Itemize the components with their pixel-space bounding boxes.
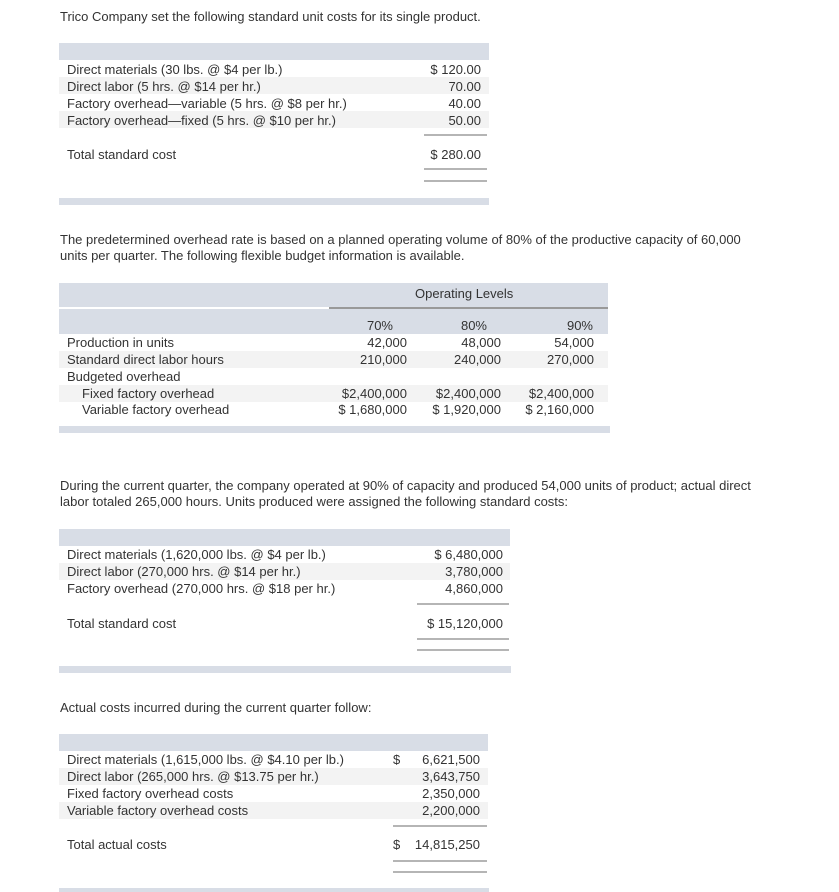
total-amount: 14,815,250	[414, 837, 480, 852]
table-footer-bar	[59, 426, 610, 433]
table-cell: 54,000	[554, 335, 594, 350]
table-row-amount: 3,643,750	[422, 769, 480, 784]
table-row-label: Factory overhead—variable (5 hrs. @ $8 per hr.)	[67, 96, 347, 111]
table-row-label: Direct labor (265,000 hrs. @ $13.75 per hr.)	[67, 769, 319, 784]
table-row-amount: 2,350,000	[422, 786, 480, 801]
table-footer-bar	[59, 888, 489, 892]
table-cell: $2,400,000	[341, 386, 407, 401]
double-rule-bottom	[417, 649, 509, 651]
total-amount: $ 15,120,000	[427, 616, 503, 631]
table-row-amount: 4,860,000	[445, 581, 503, 596]
table-row-amount: $ 6,480,000	[434, 547, 503, 562]
table-cell: 42,000	[367, 335, 407, 350]
table-cell: $ 1,920,000	[432, 402, 501, 417]
table-cell: 270,000	[547, 352, 594, 367]
table-row-amount: 70.00	[448, 79, 481, 94]
level-70: 70%	[366, 318, 393, 333]
table-row-label: Fixed factory overhead costs	[67, 786, 234, 801]
table-row-label: Variable factory overhead	[82, 402, 230, 417]
table-row-label: Production in units	[67, 335, 174, 350]
subtotal-rule	[424, 134, 487, 136]
double-rule-top	[393, 860, 487, 862]
table-cell: 210,000	[360, 352, 407, 367]
level-90: 90%	[566, 318, 593, 333]
table-row-label: Fixed factory overhead	[82, 386, 215, 401]
table-cell: $ 1,680,000	[338, 402, 407, 417]
table-row-amount: 2,200,000	[422, 803, 480, 818]
table-row-label: Variable factory overhead costs	[67, 803, 249, 818]
total-label: Total actual costs	[67, 837, 167, 852]
total-label: Total standard cost	[67, 616, 177, 631]
table-header-bar	[59, 283, 608, 307]
currency-symbol: $	[393, 837, 401, 852]
double-rule-top	[417, 638, 509, 640]
double-rule-top	[424, 168, 487, 170]
table-row-amount: 3,780,000	[445, 564, 503, 579]
table-row-amount: 6,621,500	[422, 752, 480, 767]
table-row-amount: 50.00	[448, 113, 481, 128]
table-row-label: Direct labor (270,000 hrs. @ $14 per hr.)	[67, 564, 301, 579]
table-row-label: Direct labor (5 hrs. @ $14 per hr.)	[67, 79, 261, 94]
double-rule-bottom	[424, 180, 487, 182]
level-header-bar	[59, 309, 608, 334]
table-row-label: Direct materials (1,620,000 lbs. @ $4 per lb.)	[67, 547, 326, 562]
total-amount: $ 280.00	[430, 147, 481, 162]
table-cell: $2,400,000	[528, 386, 594, 401]
table-cell: $2,400,000	[435, 386, 501, 401]
subtotal-rule	[393, 825, 487, 827]
table-row-amount: 40.00	[448, 96, 481, 111]
table-row-amount: $ 120.00	[430, 62, 481, 77]
table-row-label: Factory overhead—fixed (5 hrs. @ $10 per hr.)	[67, 113, 336, 128]
table-header-bar	[59, 734, 488, 751]
table-header-bar	[59, 43, 489, 60]
table-cell: 48,000	[461, 335, 501, 350]
table-footer-bar	[59, 666, 511, 673]
intro-flexible-budget: The predetermined overhead rate is based on a planned operating volume of 80% of the productive capacity of 60,000 units per quarter. The following flexible budget information is available.	[60, 232, 741, 263]
double-rule-bottom	[393, 871, 487, 873]
table-header-bar	[59, 529, 510, 546]
table-row-label: Direct materials (1,615,000 lbs. @ $4.10 per lb.)	[67, 752, 344, 767]
table-row-label: Standard direct labor hours	[67, 352, 224, 367]
table-row-label: Budgeted overhead	[67, 369, 181, 384]
table-footer-bar	[59, 198, 489, 205]
level-80: 80%	[460, 318, 487, 333]
table-cell: 240,000	[454, 352, 501, 367]
table-row-label: Factory overhead (270,000 hrs. @ $18 per hr.)	[67, 581, 336, 596]
currency-symbol: $	[393, 752, 401, 767]
total-label: Total standard cost	[67, 147, 177, 162]
table-cell: $ 2,160,000	[525, 402, 594, 417]
intro-actual-costs: Actual costs incurred during the current quarter follow:	[60, 700, 372, 715]
subtotal-rule	[417, 603, 509, 605]
intro-actual-results: During the current quarter, the company operated at 90% of capacity and produced 54,000 units of product; actual direct labor totaled 265,000 hours. Units produced were assigned the following standard costs:	[60, 478, 751, 509]
intro-standard-costs: Trico Company set the following standard unit costs for its single product.	[60, 9, 481, 24]
operating-levels-header: Operating Levels	[415, 286, 514, 301]
table-row-label: Direct materials (30 lbs. @ $4 per lb.)	[67, 62, 283, 77]
